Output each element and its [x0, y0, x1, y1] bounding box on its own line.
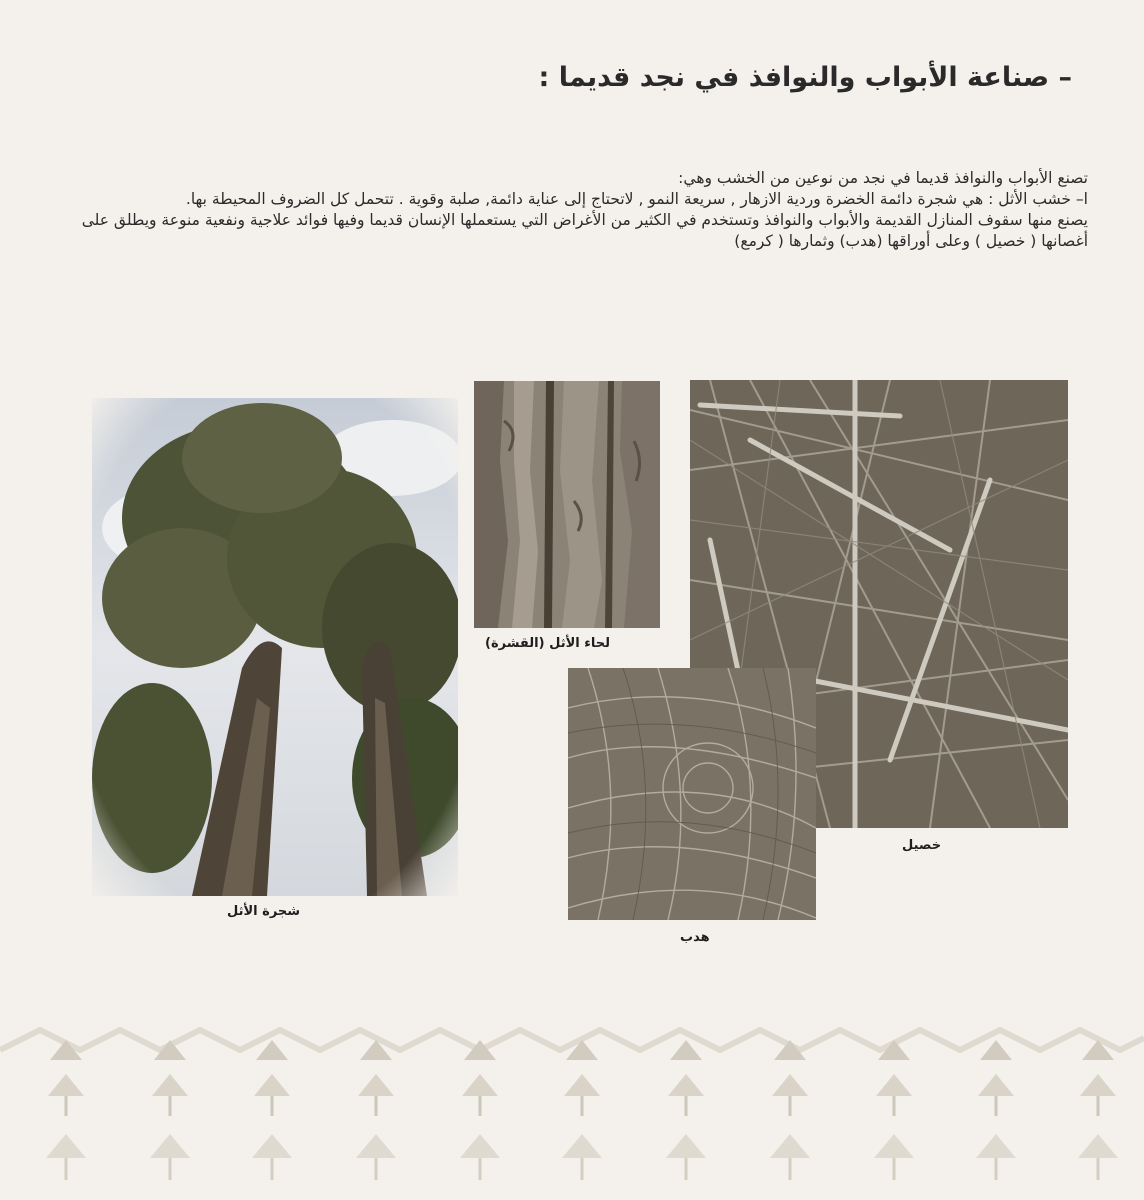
bark-caption: لحاء الأثل (القشرة) — [485, 636, 611, 651]
page-title: – صناعة الأبواب والنوافذ في نجد قديما : — [538, 62, 1072, 93]
tamarisk-tree-photo — [92, 398, 458, 896]
uses-paragraph: يصنع منها سقوف المنازل القديمة والأبواب والنوافذ وتستخدم في الكثير من الأغراض التي يستعملها الإنسان قديما وفيها فوائد علاجية ونفعية منوعة ويطلق على أغصانها ( خصيل ) وعلى أوراقها (هدب) وثمارها ( كرمع) — [81, 211, 1088, 250]
needles-photo — [568, 668, 816, 920]
decorative-pattern — [0, 1010, 1144, 1200]
intro-paragraph: تصنع الأبواب والنوافذ قديما في نجد من نوعين من الخشب وهي: — [678, 169, 1088, 187]
needles-caption: هدب — [680, 930, 710, 945]
bark-photo — [474, 381, 660, 628]
intro-text — [52, 168, 1088, 252]
tree-caption: شجرة الأثل — [227, 904, 301, 919]
athel-wood-paragraph: ا– خشب الأثل : هي شجرة دائمة الخضرة وردية الازهار , سريعة النمو , لاتحتاج إلى عناية دائمة, صلبة وقوية . تتحمل كل الضروف المحيطة بها. — [185, 190, 1088, 208]
branches-caption: خصيل — [902, 838, 942, 853]
